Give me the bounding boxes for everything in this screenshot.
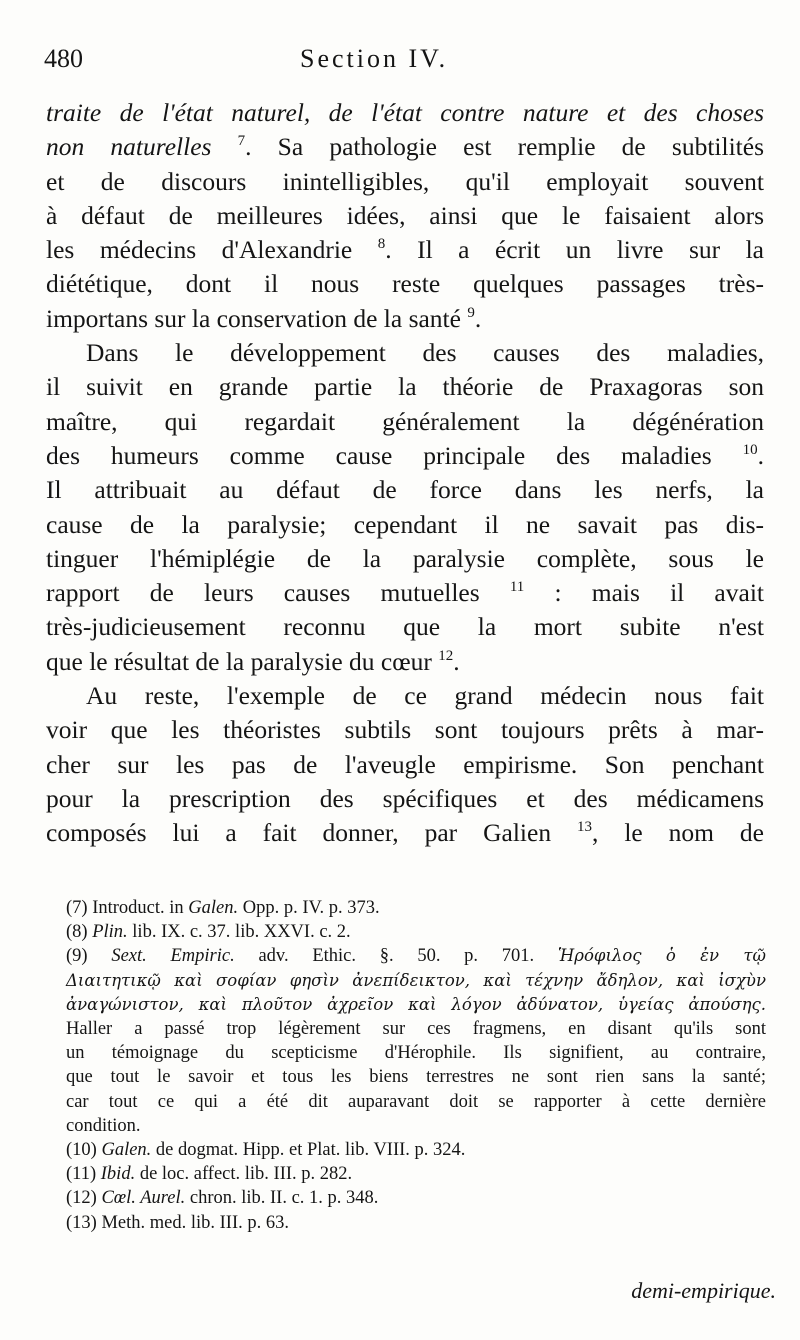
text-run: tinguer l'hémiplégie de la paralysie complète, sous le [46,543,764,573]
text-run: importans sur la conservation de la santé [46,303,468,333]
text-run: il suivit en grande partie la théorie de Praxagoras son [46,372,764,402]
text-run: (8) [66,922,93,943]
text-run: (7) Introduct. in [66,898,189,918]
text-run: . [757,440,764,470]
text-run: et de discours inintelligibles, qu'il employait souvent [46,166,764,196]
text-line [46,542,764,576]
text-run: rapport de leurs causes mutuelles [46,578,510,608]
text-line [46,165,764,199]
footnote-ref: 12 [438,647,454,664]
text-run: maître, qui regardait généralement la dégénération [46,406,764,436]
text-run: , le nom de [592,818,764,848]
footnote-ref: 9 [467,304,475,321]
paragraph [46,96,764,336]
text-line [46,439,764,473]
text-run: les médecins d'Alexandrie [46,235,378,265]
text-run: diététique, dont il nous reste quelques passages très- [46,269,764,299]
footnote-ref: 13 [577,819,593,836]
footnotes [66,896,766,1235]
text-run: : mais il avait [524,578,764,608]
paragraph [46,336,764,679]
footnote-ref: 8 [377,236,386,253]
text-run: . [453,646,460,676]
text-line [46,748,764,782]
text-run: voir que les théoristes subtils sont toujours prêts à mar- [46,715,764,745]
running-head: Section IV. [300,44,449,73]
text-line [46,508,764,542]
footnote-line [66,1186,766,1210]
text-line [46,816,764,850]
footnote-line [66,1090,766,1114]
text-run: Dans le développement des causes des maladies, [86,338,764,368]
footnote [66,1211,766,1235]
footnote [66,1162,766,1186]
page-number: 480 [44,44,83,73]
body-text [46,96,764,851]
text-line [46,713,764,747]
italic-text: Ibid. [100,1164,136,1185]
text-run: cause de la paralysie; cependant il ne savait pas dis- [46,509,764,539]
text-run: pour la prescription des spécifiques et des médicamens [46,783,764,813]
text-line [46,199,764,233]
text-run: Opp. p. IV. p. 373. [238,898,380,918]
text-run: (9) [66,946,112,967]
footnote-ref: 10 [742,441,758,458]
footnote-line [66,1114,766,1138]
footnote-line [66,1211,766,1235]
text-run: de dogmat. Hipp. et Plat. lib. VIII. p. 324. [151,1140,466,1161]
text-run: . Sa pathologie est remplie de subtilités [245,132,765,162]
text-run: un témoignage du scepticisme d'Hérophile. Ils signifient, au contraire, [66,1043,766,1064]
footnote-line [66,944,766,968]
text-run: que tout le savoir et tous les biens terrestres ne sont rien sans la santé; [66,1067,766,1088]
footnote [66,944,766,1138]
text-line [46,679,764,713]
text-run: lib. IX. c. 37. lib. XXVI. c. 2. [127,922,351,943]
text-run: des humeurs comme cause principale des maladies [46,440,743,470]
footnote-ref: 11 [509,579,525,596]
greek-text: Διαιτητικῷ καὶ σοφίαν φησὶν ἀνεπίδεικτον, καὶ τέχνην ἄδηλον, καὶ ἰσχὺν [66,970,766,990]
text-run: (12) [66,1188,102,1209]
text-line [46,336,764,370]
text-line [46,96,764,130]
text-run: composés lui a fait donner, par Galien [46,818,578,848]
text-run: très-judicieusement reconnu que la mort subite n'est [46,612,764,642]
footnote [66,920,766,944]
text-run: de loc. affect. lib. III. p. 282. [135,1164,353,1185]
paragraph [46,679,764,850]
text-line [46,130,764,164]
text-run: Au reste, l'exemple de ce grand médecin nous fait [86,681,764,711]
text-line [46,405,764,439]
italic-text: Galen. [101,1140,152,1161]
text-run: . [474,303,482,333]
catchword: demi-empirique. [631,1278,776,1303]
text-line [46,610,764,644]
footnote [66,1186,766,1210]
italic-text: Sext. Empiric. [111,946,235,967]
text-run: (13) Meth. med. lib. III. p. 63. [66,1212,289,1233]
text-line [46,267,764,301]
footnote-line [66,969,766,993]
greek-text: Ἡρόφιλος ὁ ἐν τῷ [557,946,767,966]
footnote [66,1138,766,1162]
text-line [46,302,764,336]
text-line [46,473,764,507]
footnote-line [66,993,766,1017]
footnote-line [66,1138,766,1162]
text-line [46,370,764,404]
text-run: chron. lib. II. c. 1. p. 348. [185,1188,379,1209]
text-run: car tout ce qui a été dit auparavant doit se rapporter à cette dernière [66,1091,766,1112]
text-run: . Il a écrit un livre sur la [385,235,764,265]
italic-text: Galen. [188,898,239,918]
footnote-line [66,1162,766,1186]
text-line [46,576,764,610]
italic-text: Plin. [92,922,128,943]
text-line [46,782,764,816]
text-line [46,233,764,267]
italic-text: traite de l'état naturel, de l'état contre nature et des choses [46,98,764,127]
text-run: adv. Ethic. §. 50. p. 701. [234,946,558,967]
text-run: Il attribuait au défaut de force dans les nerfs, la [46,475,764,505]
text-run: (10) [66,1140,102,1161]
text-run: que le résultat de la paralysie du cœur [46,646,439,676]
italic-text: non naturelles [46,132,212,162]
footnote-ref: 7 [237,133,246,150]
footnote-line [66,896,766,920]
page-header [44,44,764,84]
text-run: Haller a passé trop légèrement sur ces fragmens, en disant qu'ils sont [66,1019,766,1040]
footnote-line [66,1041,766,1065]
text-run: (11) [66,1164,101,1185]
text-run: à défaut de meilleures idées, ainsi que le faisaient alors [46,200,764,230]
footnote-line [66,920,766,944]
footnote-line [66,1017,766,1041]
footnote [66,896,766,920]
greek-text: ἀναγώνιστον, καὶ πλοῦτον ἀχρεῖον καὶ λόγον ἀδύνατον, ὑγείας ἀπούσης. [66,994,766,1014]
text-run: condition. [66,1115,141,1136]
footnote-line [66,1065,766,1089]
italic-text: Cœl. Aurel. [101,1188,186,1209]
text-run [211,132,237,161]
text-line [46,645,764,679]
text-run: cher sur les pas de l'aveugle empirisme. Son penchant [46,749,764,779]
